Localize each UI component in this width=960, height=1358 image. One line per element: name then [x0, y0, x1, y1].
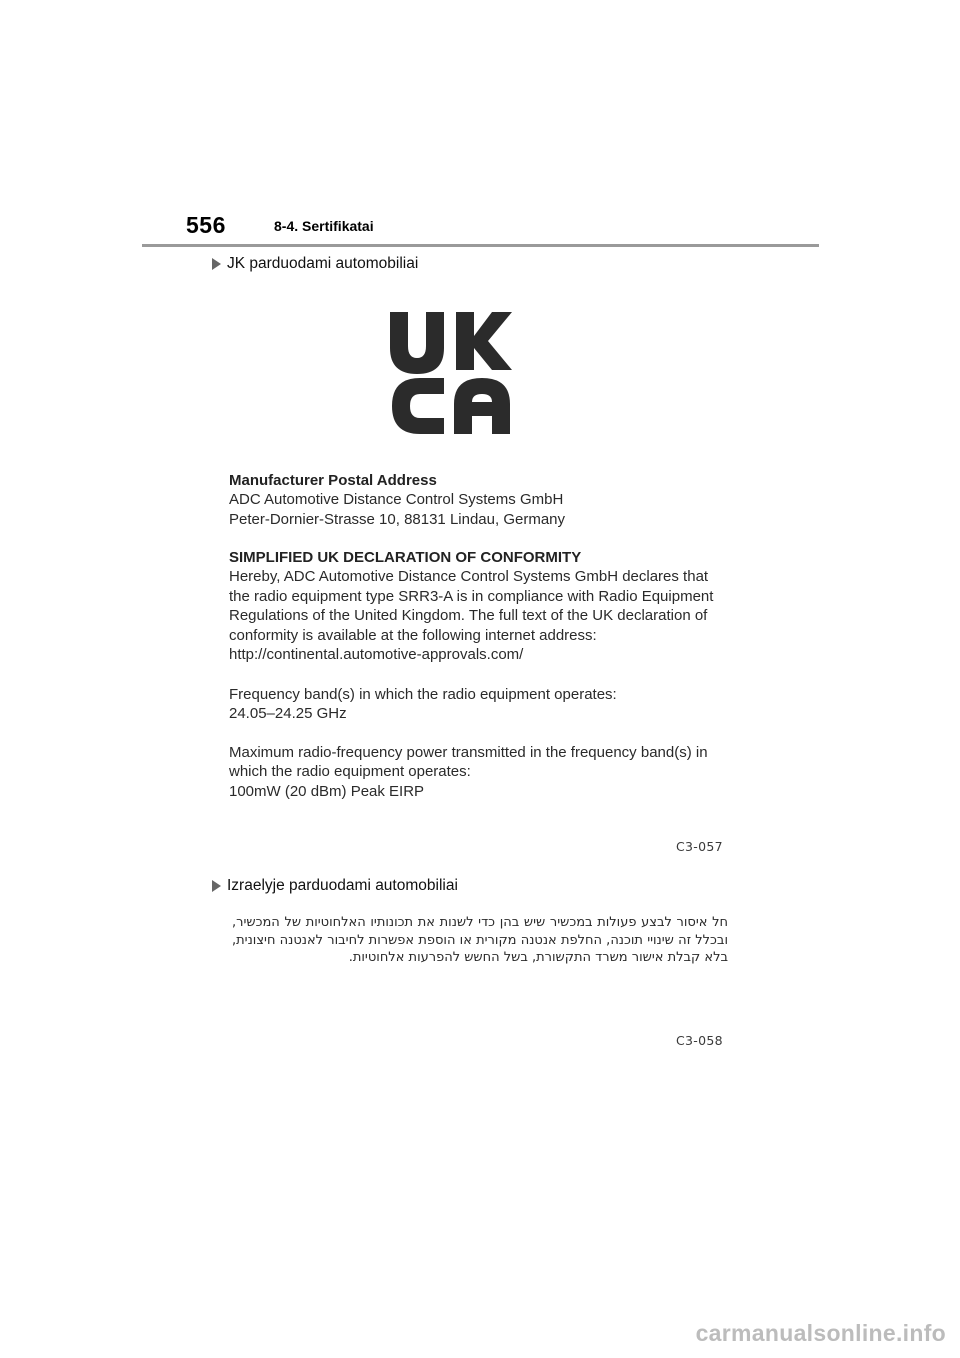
declaration-url: http://continental.automotive-approvals.com/	[229, 646, 524, 664]
bullet-uk-vehicles	[212, 255, 418, 273]
power-value: 100mW (20 dBm) Peak EIRP	[229, 782, 425, 800]
address-heading: Manufacturer Postal Address	[229, 472, 437, 489]
israel-certificate-text: חל איסור לבצע פעולות במכשיר שיש בהן כדי לשנות את תכונותיו האלחוטיות של המכשיר, ובכלל זה שינויי תוכנה, החלפת אנטנה מקורית או הוספת אפשרות לחיבור לאנטנה חיצונית, בלא קבלת אישור משרד התקשורת, בשל החשש להפרעות אלחוטיות.	[232, 915, 728, 965]
bullet-arrow-icon	[212, 880, 221, 892]
address-line: Peter-Dornier-Strasse 10, 88131 Lindau, Germany	[229, 510, 566, 528]
declaration-line: the radio equipment type SRR3-A is in compliance with Radio Equipment	[229, 587, 714, 605]
declaration-line: Hereby, ADC Automotive Distance Control Systems GmbH declares that	[229, 568, 709, 586]
section-title: 8-4. Sertifikatai	[274, 218, 374, 234]
frequency-line: Frequency band(s) in which the radio equipment operates:	[229, 686, 617, 703]
bullet-uk-label: JK parduodami automobiliai	[227, 255, 419, 272]
power-line: Maximum radio-frequency power transmitted in the frequency band(s) in	[229, 744, 708, 761]
declaration-heading: SIMPLIFIED UK DECLARATION OF CONFORMITY	[229, 549, 582, 566]
declaration-line: Regulations of the United Kingdom. The full text of the UK declaration of	[229, 607, 708, 625]
page-number: 556	[186, 212, 226, 238]
declaration-line: conformity is available at the following internet address:	[229, 626, 597, 644]
frequency-value: 24.05–24.25 GHz	[229, 705, 347, 723]
max-power-info	[229, 743, 759, 801]
power-line: which the radio equipment operates:	[229, 763, 471, 781]
header-divider	[142, 244, 819, 247]
bullet-arrow-icon	[212, 258, 221, 270]
bullet-israel-vehicles	[212, 877, 458, 895]
uk-declaration	[229, 548, 759, 664]
bullet-israel-label: Izraelyje parduodami automobiliai	[227, 877, 458, 894]
figure-code-israel: C3-058	[676, 1033, 723, 1048]
frequency-band-info	[229, 685, 759, 724]
figure-code-uk: C3-057	[676, 839, 723, 854]
uk-certificate-address	[229, 471, 759, 529]
footer-watermark: carmanualsonline.info	[695, 1320, 946, 1346]
ukca-mark-logo	[388, 308, 514, 436]
address-line: ADC Automotive Distance Control Systems GmbH	[229, 491, 564, 509]
